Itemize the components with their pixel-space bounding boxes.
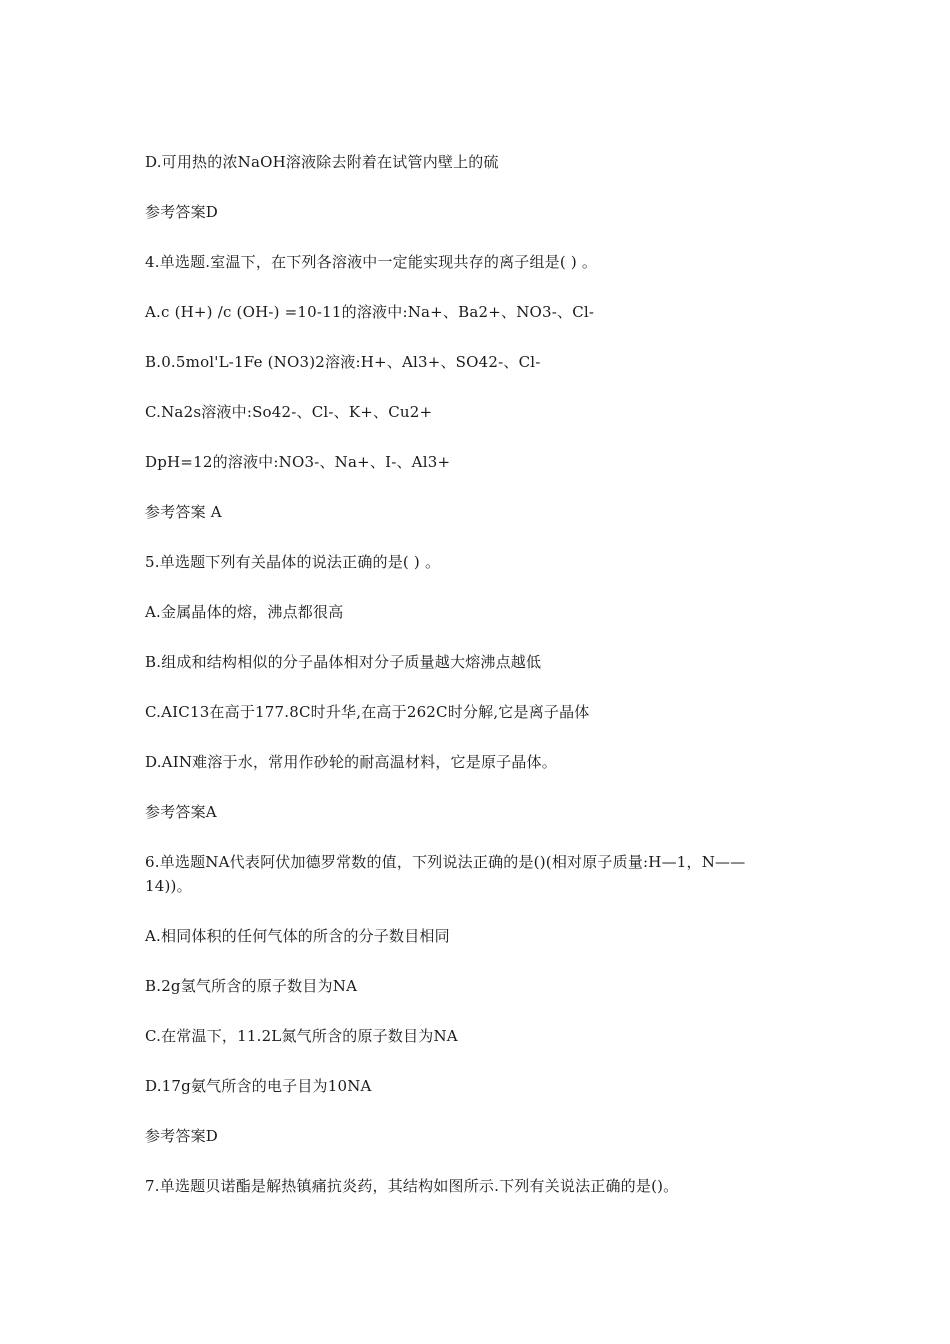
question-6-line-1: 6.单选题NA代表阿伏加德罗常数的值，下列说法正确的是()(相对原子质量:H—1，N——	[145, 853, 746, 871]
option-c-q6: C.在常温下，11.2L氮气所含的原子数目为NA	[145, 1027, 458, 1045]
answer-q3: 参考答案D	[145, 203, 219, 221]
option-c-q5: C.AIC13在高于177.8C时升华,在高于262C时分解,它是离子晶体	[145, 703, 590, 721]
option-d-q5: D.AIN难溶于水，常用作砂轮的耐高温材料，它是原子晶体。	[145, 753, 557, 771]
answer-q4: 参考答案 A	[145, 503, 222, 521]
option-a-q4: A.c (H+) /c (OH-) =10-11的溶液中:Na+、Ba2+、NO3-、Cl-	[145, 303, 595, 321]
question-6-line-2: 14))。	[145, 877, 192, 895]
option-a-q5: A.金属晶体的熔，沸点都很高	[145, 603, 344, 621]
option-c-q4: C.Na2s溶液中:So42-、Cl-、K+、Cu2+	[145, 403, 433, 421]
option-d-q6: D.17g氨气所含的电子目为10NA	[145, 1077, 372, 1095]
option-b-q6: B.2g氢气所含的原子数目为NA	[145, 977, 358, 995]
answer-q5: 参考答案A	[145, 803, 217, 821]
option-b-q4: B.0.5mol'L-1Fe (NO3)2溶液:H+、Al3+、SO42-、Cl-	[145, 353, 541, 371]
option-b-q5: B.组成和结构相似的分子晶体相对分子质量越大熔沸点越低	[145, 653, 542, 671]
question-7: 7.单选题贝诺酯是解热镇痛抗炎药，其结构如图所示.下列有关说法正确的是()。	[145, 1177, 679, 1195]
question-5: 5.单选题下列有关晶体的说法正确的是( ) 。	[145, 553, 441, 571]
option-d-q3: D.可用热的浓NaOH溶液除去附着在试管内壁上的硫	[145, 153, 499, 171]
option-a-q6: A.相同体积的任何气体的所含的分子数目相同	[145, 927, 450, 945]
answer-q6: 参考答案D	[145, 1127, 219, 1145]
option-d-q4: DpH=12的溶液中:NO3-、Na+、I-、Al3+	[145, 453, 451, 471]
question-4: 4.单选题.室温下，在下列各溶液中一定能实现共存的离子组是( ) 。	[145, 253, 598, 271]
